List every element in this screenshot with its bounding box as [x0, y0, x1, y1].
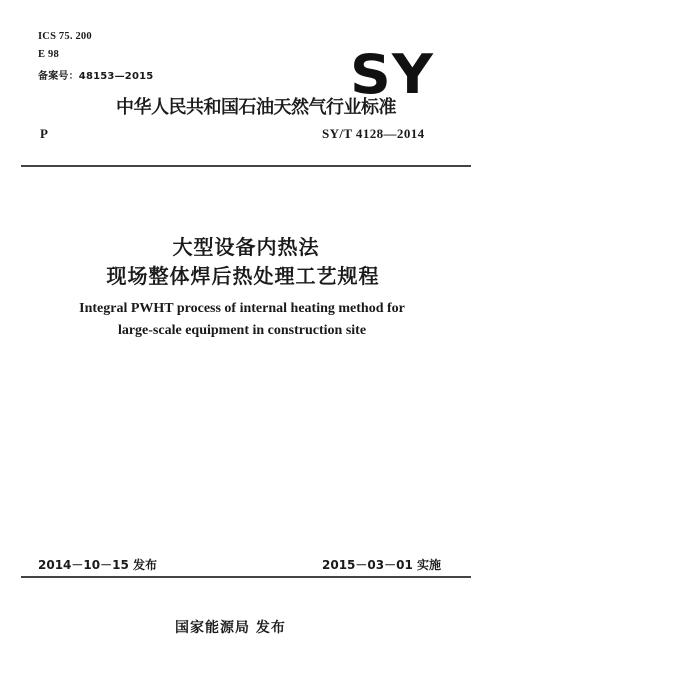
standard-code: SY/T 4128—2014 — [322, 126, 425, 141]
ics-code: ICS 75. 200 — [38, 31, 92, 42]
bottom-divider — [21, 576, 471, 578]
classification-code: E 98 — [38, 49, 59, 60]
english-title-line-2: large-scale equipment in construction site — [117, 323, 367, 338]
implementation-date: 2015－03－01 实施 — [322, 558, 441, 572]
issue-date: 2014－10－15 发布 — [38, 558, 157, 572]
english-title-line-1: Integral PWHT process of internal heating method for — [79, 301, 405, 316]
chinese-title-line-1: 大型设备内热法 — [172, 235, 320, 259]
top-divider — [21, 165, 471, 167]
chinese-title-line-2: 现场整体焊后热处理工艺规程 — [106, 264, 380, 288]
filing-number: 备案号：48153—2015 — [38, 71, 154, 82]
category-letter: P — [40, 126, 48, 141]
organization-title: 中华人民共和国石油天然气行业标准 — [116, 97, 396, 118]
sy-logo: SY — [350, 43, 434, 106]
issuing-authority: 国家能源局 发布 — [175, 620, 286, 636]
